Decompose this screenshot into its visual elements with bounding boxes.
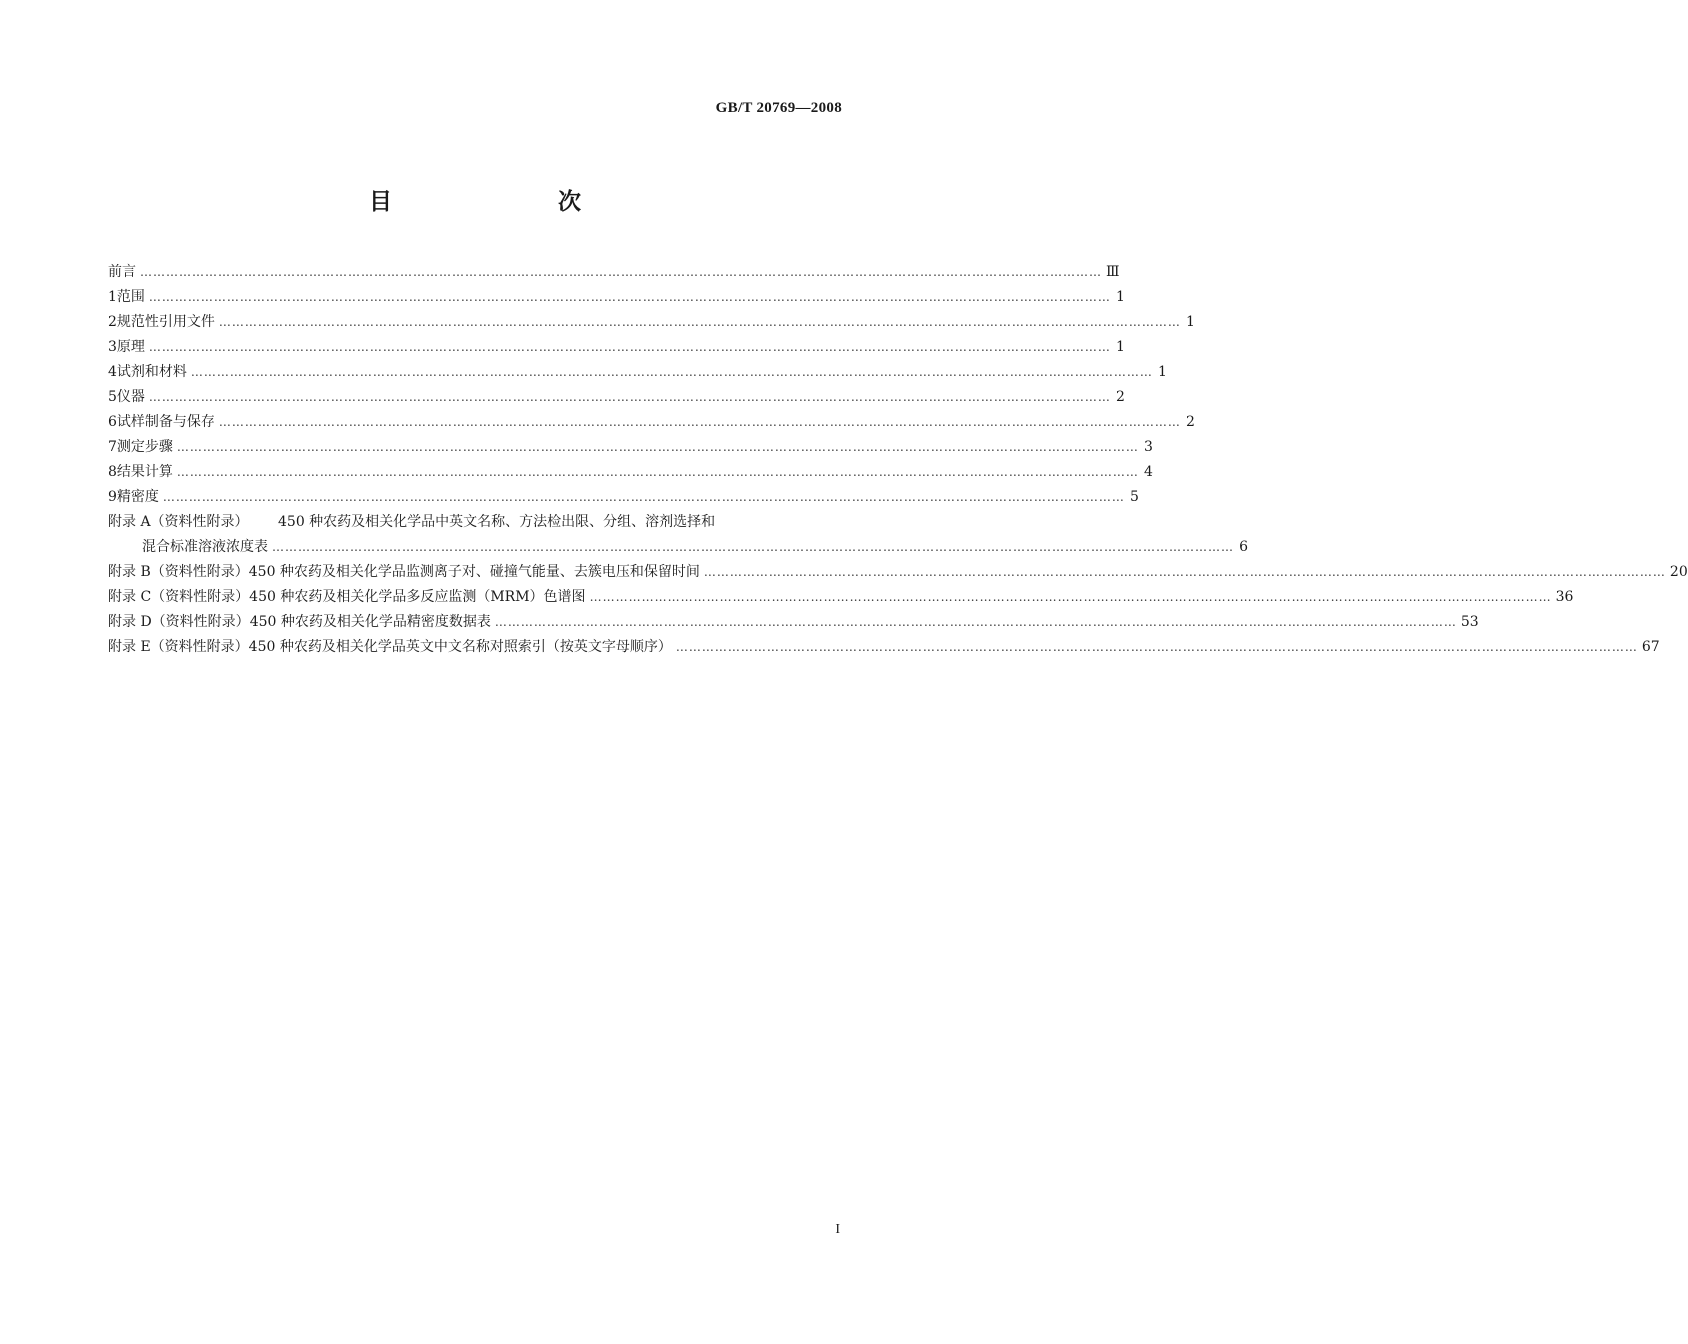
toc-entry-5[interactable] xyxy=(108,385,1125,410)
toc-leader: …………………………………………………………………………………………………………………………………………………………………………………………………… xyxy=(218,415,1181,429)
toc-entry-number: 4 xyxy=(108,364,117,380)
appendix-prefix: 附录 E（资料性附录） xyxy=(108,639,249,655)
toc-leader: …………………………………………………………………………………………………………………………………………………………………………………………………… xyxy=(589,590,1552,604)
table-of-contents xyxy=(108,260,1688,660)
toc-entry-page: 1 xyxy=(1186,314,1195,330)
toc-entry-number: 6 xyxy=(108,414,117,430)
toc-entry-3[interactable] xyxy=(108,335,1125,360)
toc-entry-9[interactable] xyxy=(108,485,1139,510)
toc-leader: …………………………………………………………………………………………………………………………………………………………………………………………………… xyxy=(494,615,1457,629)
toc-entry-label: 混合标准溶液浓度表 xyxy=(142,539,268,555)
appendix-prefix: 附录 C（资料性附录） xyxy=(108,589,250,605)
toc-entry-page: 67 xyxy=(1641,639,1660,655)
toc-leader: …………………………………………………………………………………………………………………………………………………………………………………………………… xyxy=(176,440,1139,454)
toc-entry-page: 53 xyxy=(1460,614,1479,630)
standard-code: GB/T 20769—2008 xyxy=(715,100,842,116)
toc-entry-number: 8 xyxy=(108,464,117,480)
toc-entry-8[interactable] xyxy=(108,460,1153,485)
toc-leader: …………………………………………………………………………………………………………………………………………………………………………………………………… xyxy=(675,640,1638,654)
toc-leader: …………………………………………………………………………………………………………………………………………………………………………………………………… xyxy=(148,390,1111,404)
toc-entry-appendix-e[interactable] xyxy=(108,635,1660,660)
toc-leader: …………………………………………………………………………………………………………………………………………………………………………………………………… xyxy=(190,365,1153,379)
toc-entry-page: Ⅲ xyxy=(1106,264,1120,280)
toc-entry-page: 6 xyxy=(1239,539,1248,555)
toc-entry-appendix-d[interactable] xyxy=(108,610,1479,635)
toc-entry-page: 2 xyxy=(1116,389,1125,405)
toc-entry-page: 1 xyxy=(1116,289,1125,305)
page-number: I xyxy=(835,1222,840,1237)
toc-leader: …………………………………………………………………………………………………………………………………………………………………………………………………… xyxy=(218,315,1181,329)
toc-entry-page: 3 xyxy=(1144,439,1153,455)
toc-entry-number: 5 xyxy=(108,389,117,405)
toc-leader: …………………………………………………………………………………………………………………………………………………………………………………………………… xyxy=(176,465,1139,479)
toc-entry-foreword[interactable] xyxy=(108,260,1120,285)
toc-entry-page: 5 xyxy=(1130,489,1139,505)
appendix-prefix: 附录 D（资料性附录） xyxy=(108,614,250,630)
toc-entry-number: 9 xyxy=(108,489,117,505)
toc-entry-label: 规范性引用文件 xyxy=(116,314,215,330)
toc-entry-appendix-a[interactable] xyxy=(108,510,843,535)
toc-entry-label: 结果计算 xyxy=(116,464,173,480)
appendix-prefix: 附录 B（资料性附录） xyxy=(108,564,249,580)
toc-entry-label: 450 种农药及相关化学品多反应监测（MRM）色谱图 xyxy=(249,589,586,605)
toc-entry-4[interactable] xyxy=(108,360,1167,385)
toc-entry-label: 450 种农药及相关化学品精密度数据表 xyxy=(249,614,491,630)
toc-entry-number: 1 xyxy=(108,289,117,305)
toc-entry-page: 36 xyxy=(1555,589,1574,605)
appendix-prefix: 附录 A（资料性附录） xyxy=(108,514,249,530)
toc-entry-2[interactable] xyxy=(108,310,1195,335)
toc-title: 目 次 xyxy=(369,189,621,215)
toc-entry-appendix-b[interactable] xyxy=(108,560,1688,585)
toc-entry-label: 前言 xyxy=(108,264,136,280)
toc-entry-label: 试样制备与保存 xyxy=(116,414,215,430)
toc-entry-page: 1 xyxy=(1158,364,1167,380)
toc-entry-7[interactable] xyxy=(108,435,1153,460)
toc-entry-1[interactable] xyxy=(108,285,1125,310)
toc-entry-label: 仪器 xyxy=(116,389,145,405)
toc-entry-page: 20 xyxy=(1669,564,1688,580)
toc-entry-label: 450 种农药及相关化学品英文中文名称对照索引（按英文字母顺序） xyxy=(248,639,672,655)
toc-entry-label: 精密度 xyxy=(116,489,159,505)
toc-leader: …………………………………………………………………………………………………………………………………………………………………………………………………… xyxy=(140,265,1102,279)
toc-entry-label: 范围 xyxy=(116,289,145,305)
toc-leader: …………………………………………………………………………………………………………………………………………………………………………………………………… xyxy=(148,340,1111,354)
toc-leader: …………………………………………………………………………………………………………………………………………………………………………………………………… xyxy=(162,490,1125,504)
toc-leader: …………………………………………………………………………………………………………………………………………………………………………………………………… xyxy=(703,565,1666,579)
toc-leader: …………………………………………………………………………………………………………………………………………………………………………………………………… xyxy=(272,540,1234,554)
toc-entry-appendix-c[interactable] xyxy=(108,585,1574,610)
toc-entry-page: 4 xyxy=(1144,464,1153,480)
toc-entry-number: 7 xyxy=(108,439,117,455)
toc-leader: …………………………………………………………………………………………………………………………………………………………………………………………………… xyxy=(148,290,1111,304)
toc-entry-number: 3 xyxy=(108,339,117,355)
toc-entry-label: 450 种农药及相关化学品中英文名称、方法检出限、分组、溶剂选择和 xyxy=(278,514,716,530)
toc-entry-label: 试剂和材料 xyxy=(116,364,187,380)
toc-entry-page: 1 xyxy=(1116,339,1125,355)
toc-entry-label: 测定步骤 xyxy=(116,439,173,455)
toc-entry-label: 原理 xyxy=(116,339,145,355)
toc-entry-appendix-a-continued[interactable] xyxy=(108,535,1248,560)
toc-entry-number: 2 xyxy=(108,314,117,330)
toc-entry-page: 2 xyxy=(1186,414,1195,430)
toc-entry-6[interactable] xyxy=(108,410,1195,435)
toc-entry-label: 450 种农药及相关化学品监测离子对、碰撞气能量、去簇电压和保留时间 xyxy=(248,564,700,580)
